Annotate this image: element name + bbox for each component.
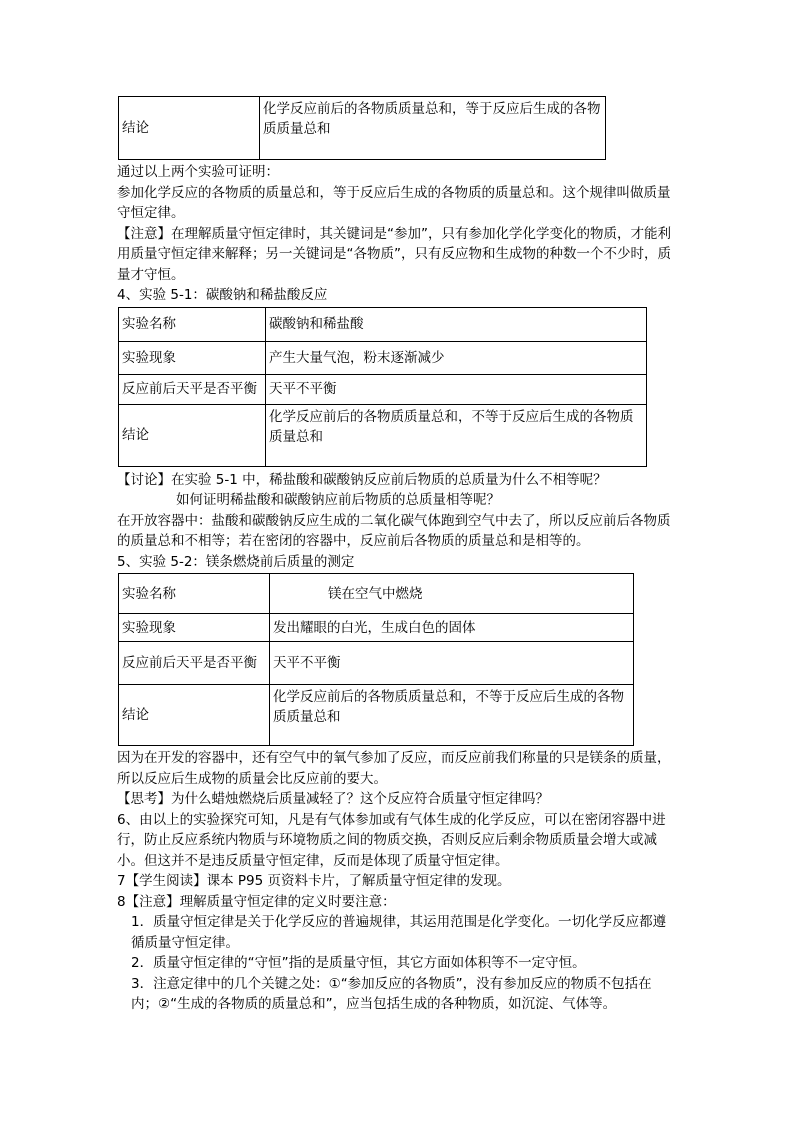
table-row xyxy=(119,307,647,341)
paragraph-explanation: 因为在开发的容器中，还有空气中的氧气参加了反应，而反应前我们称量的只是镁条的质量，所以反应后生成物的质量会比反应前的要大。 xyxy=(117,750,671,787)
paragraph-discussion: 【讨论】在实验 5-1 中，稀盐酸和碳酸钠反应前后物质的总质量为什么不相等呢？ xyxy=(117,471,607,488)
paragraph-open-container: 在开放容器中：盐酸和碳酸钠反应生成的二氧化碳气体跑到空气中去了，所以反应前后各物质的质量总和不相等；若在密闭的容器中，反应前后各物质的质量总和是相等的。 xyxy=(117,512,671,549)
table-cell-label: 实验名称 xyxy=(119,307,266,341)
experiment-5-1-table xyxy=(118,307,647,467)
table-cell-label: 实验名称 xyxy=(119,574,270,614)
experiment-5-2-table xyxy=(118,573,634,746)
list-item: 2．质量守恒定律的“守恒”指的是质量守恒，其它方面如体积等不一定守恒。 xyxy=(131,955,586,971)
list-item: 1．质量守恒定律是关于化学反应的普遍规律，其运用范围是化学变化。一切化学反应都遵循质量守恒定律。 xyxy=(131,914,667,951)
table-cell-value: 碳酸钠和稀盐酸 xyxy=(266,307,647,341)
paragraph-note: 【注意】在理解质量守恒定律时，其关键词是“参加”，只有参加化学化学变化的物质，才能利用质量守恒定律来解释；另一关键词是“各物质”，只有反应物和生成物的种数一个不少时，质量才守恒。 xyxy=(117,225,671,283)
paragraph-student-reading: 7【学生阅读】课本 P95 页资料卡片，了解质量守恒定律的发现。 xyxy=(117,873,511,889)
table-cell-label: 结论 xyxy=(119,404,266,466)
table-row xyxy=(119,374,647,404)
table-cell-label: 反应前后天平是否平衡 xyxy=(119,642,270,685)
table-row xyxy=(119,685,634,746)
table-cell-label: 结论 xyxy=(119,685,270,746)
table-row xyxy=(119,404,647,466)
table-cell-value: 化学反应前后的各物质质量总和，等于反应后生成的各物质质量总和 xyxy=(260,97,606,160)
paragraph-discussion-question: 如何证明稀盐酸和碳酸钠应前后物质的总质量相等呢？ xyxy=(176,492,500,508)
table-cell-value: 天平不平衡 xyxy=(270,642,634,685)
table-cell-value: 天平不平衡 xyxy=(266,374,647,404)
paragraph-note-8: 8【注意】理解质量守恒定律的定义时要注意： xyxy=(117,893,396,910)
heading-experiment-5-2: 5、实验 5-2：镁条燃烧前后质量的测定 xyxy=(117,553,355,570)
table-cell-value: 发出耀眼的白光，生成白色的固体 xyxy=(270,614,634,642)
table-cell-value: 化学反应前后的各物质质量总和，不等于反应后生成的各物质质量总和 xyxy=(266,404,647,466)
table-row xyxy=(119,642,634,685)
list-item: 3．注意定律中的几个关键之处：①“参加反应的各物质”，没有参加反应的物质不包括在内；②“生成的各物质的质量总和”，应当包括生成的各种物质，如沉淀、气体等。 xyxy=(131,975,652,1012)
conclusion-table-top xyxy=(118,96,606,160)
table-row xyxy=(119,574,634,614)
document-page xyxy=(117,96,677,1015)
table-row xyxy=(119,97,606,160)
table-cell-label: 实验现象 xyxy=(119,614,270,642)
table-cell-label: 实验现象 xyxy=(119,341,266,374)
paragraph-law-definition: 参加化学反应的各物质的质量总和，等于反应后生成的各物质的质量总和。这个规律叫做质量守恒定律。 xyxy=(117,184,671,221)
table-cell-value: 产生大量气泡，粉末逐渐减少 xyxy=(266,341,647,374)
table-cell-value: 镁在空气中燃烧 xyxy=(270,574,634,614)
paragraph-thinking: 【思考】为什么蜡烛燃烧后质量减轻了？这个反应符合质量守恒定律吗？ xyxy=(117,791,549,807)
heading-experiment-5-1: 4、实验 5-1：碳酸钠和稀盐酸反应 xyxy=(117,287,328,303)
table-cell-value: 化学反应前后的各物质质量总和，不等于反应后生成的各物质质量总和 xyxy=(270,685,634,746)
table-row xyxy=(119,341,647,374)
table-row xyxy=(119,614,634,642)
paragraph-intro: 通过以上两个实验可证明： xyxy=(117,164,279,180)
table-cell-label: 反应前后天平是否平衡 xyxy=(119,374,266,404)
table-cell-label: 结论 xyxy=(119,97,260,160)
paragraph-conclusion-6: 6、由以上的实验探究可知，凡是有气体参加或有气体生成的化学反应，可以在密闭容器中进行，防止反应系统内物质与环境物质之间的物质交换，否则反应后剩余物质质量会增大或减小。但这并不是违反质量守恒定律，反而是体现了质量守恒定律。 xyxy=(117,811,666,869)
